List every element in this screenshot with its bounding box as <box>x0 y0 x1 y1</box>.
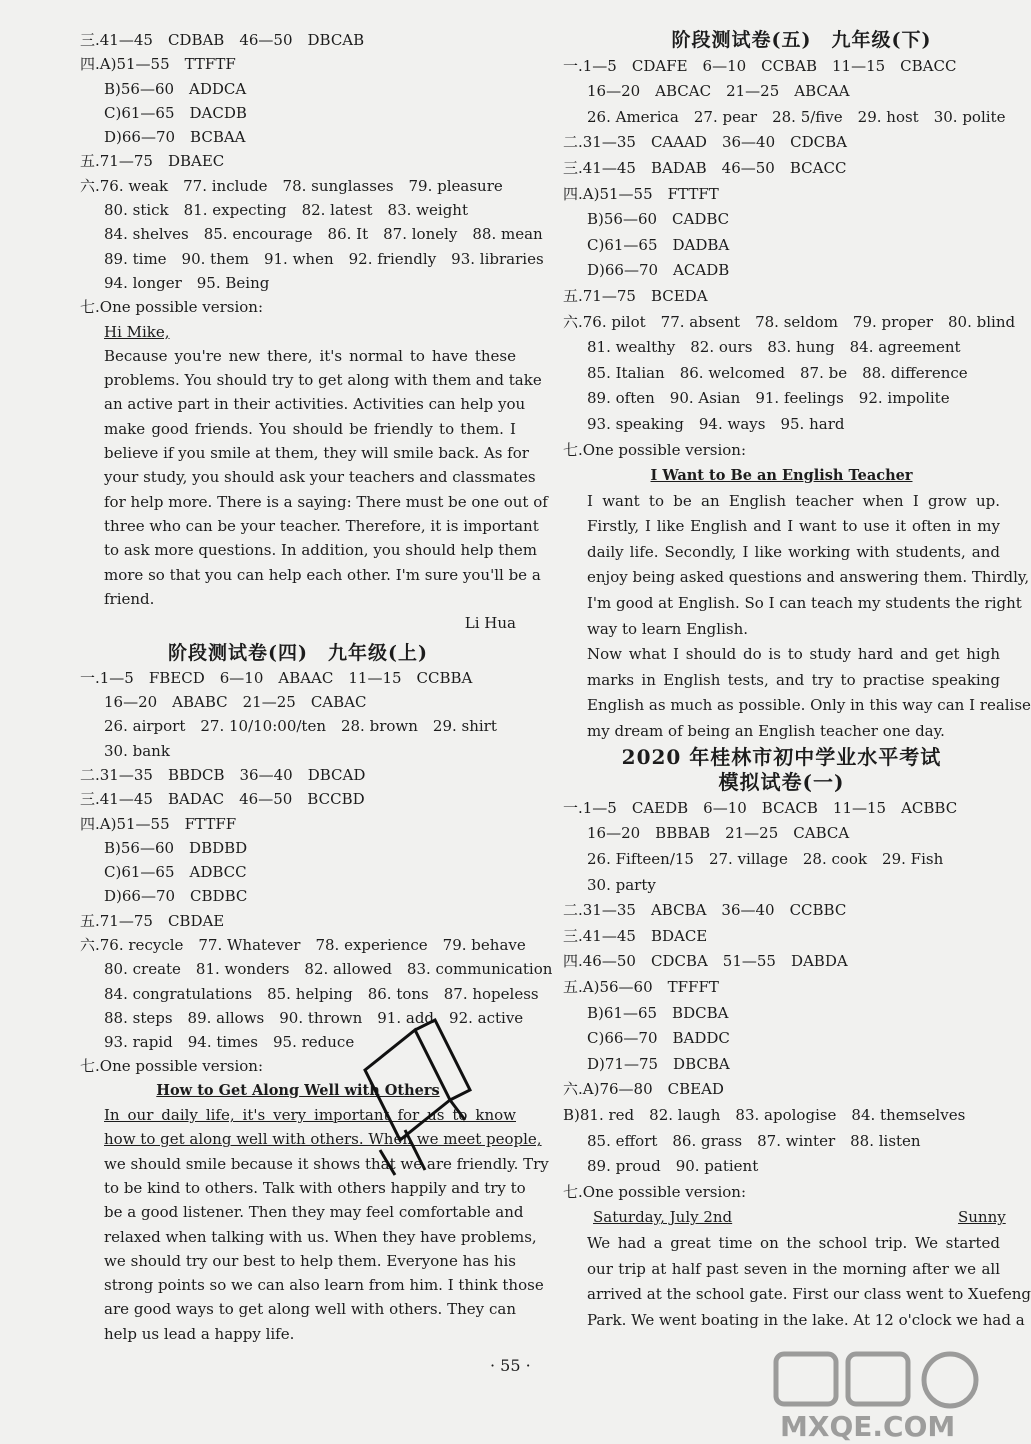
answer-line: 85. Italian 86. welcomed 87. be 88. difference <box>587 363 968 382</box>
answer-line: 16—20 BBBAB 21—25 CABCA <box>587 824 850 843</box>
page-number: · 55 · <box>490 1356 531 1375</box>
answer-line: B)81. red 82. laugh 83. apologise 84. themselves <box>563 1105 966 1124</box>
answer-line: B)56—60 DBDBD <box>104 838 248 857</box>
essay-line: Firstly, I like English and I want to use it often in my <box>587 517 1000 536</box>
exam-heading: 2020 年桂林市初中学业水平考试 <box>621 744 942 769</box>
answer-line: 五.71—75 DBAEC <box>80 152 225 171</box>
essay-line: English as much as possible. Only in this way can I realise <box>587 696 1031 715</box>
answer-line: 16—20 ABABC 21—25 CABAC <box>104 693 367 712</box>
essay-line: In our daily life, it's very important for us to know <box>104 1106 516 1125</box>
answer-line: 84. shelves 85. encourage 86. It 87. lonely 88. mean <box>104 225 543 244</box>
watermark-logo-icon <box>770 1350 1000 1444</box>
answer-line: C)66—70 BADDC <box>587 1029 730 1048</box>
letter-signature: Li Hua <box>464 614 516 633</box>
letter-line: believe if you smile at them, they will smile back. As for <box>104 444 529 463</box>
answer-line: 94. longer 95. Being <box>104 273 270 292</box>
essay-paragraph-2 <box>563 642 1031 744</box>
letter-line: make good friends. You should be friendly to them. I <box>104 419 516 438</box>
letter-line: your study, you should ask your teachers and classmates <box>104 468 536 487</box>
essay-title-teacher: I Want to Be an English Teacher <box>650 467 913 485</box>
essay-line: strong points so we can also learn from him. I think those <box>104 1276 544 1295</box>
answer-line: C)61—65 DADBA <box>587 235 730 254</box>
letter-line: problems. You should try to get along with them and take <box>104 371 542 390</box>
answer-line: 26. airport 27. 10/10:00/ten 28. brown 29. shirt <box>104 717 497 736</box>
essay-line: we should try our best to help them. Everyone has his <box>104 1251 516 1270</box>
section-5-answers <box>563 54 1016 464</box>
answer-line: 80. stick 81. expecting 82. latest 83. weight <box>104 201 468 220</box>
diary-header <box>563 1205 1006 1231</box>
letter-body <box>80 344 548 611</box>
answer-line: 六.76. pilot 77. absent 78. seldom 79. proper 80. blind <box>563 312 1016 331</box>
section-5-heading: 阶段测试卷(五) 九年级(下) <box>671 29 932 51</box>
answer-line: C)61—65 DACDB <box>104 103 247 122</box>
answer-line: D)66—70 CBDBC <box>104 887 248 906</box>
answer-line: 七.One possible version: <box>563 1182 747 1201</box>
answer-line: 六.76. recycle 77. Whatever 78. experience 79. behave <box>80 935 526 954</box>
diary-line: arrived at the school gate. First our class went to Xuefeng <box>587 1285 1031 1304</box>
answers-part3-end <box>80 28 544 320</box>
letter-line: more so that you can help each other. I'm sure you'll be a <box>104 565 541 584</box>
answer-line: 四.A)51—55 FTTFT <box>563 184 719 203</box>
answer-line: 89. time 90. them 91. when 92. friendly 93. libraries <box>104 249 544 268</box>
answer-line: 五.71—75 CBDAE <box>80 911 225 930</box>
answer-line: 三.41—45 BADAC 46—50 BCCBD <box>80 790 365 809</box>
essay-line: Now what I should do is to study hard and get high <box>587 645 1000 664</box>
answer-line: B)56—60 CADBC <box>587 210 730 229</box>
answer-line: 四.46—50 CDCBA 51—55 DABDA <box>563 952 848 971</box>
section-4-heading: 阶段测试卷(四) 九年级(上) <box>168 642 428 665</box>
answer-line: 93. speaking 94. ways 95. hard <box>587 414 845 433</box>
answer-line: 一.1—5 CDAFE 6—10 CCBAB 11—15 CBACC <box>563 56 957 75</box>
letter-line: an active part in their activities. Activities can help you <box>104 395 526 414</box>
answer-line: 二.31—35 CAAAD 36—40 CDCBA <box>563 133 847 152</box>
answer-line: 七.One possible version: <box>80 298 264 317</box>
answer-line: 三.41—45 CDBAB 46—50 DBCAB <box>80 31 365 49</box>
answer-line: D)66—70 BCBAA <box>104 128 246 147</box>
answer-line: D)71—75 DBCBA <box>587 1054 730 1073</box>
essay-line: are good ways to get along well with others. They can <box>104 1300 516 1319</box>
answer-line: 93. rapid 94. times 95. reduce <box>104 1033 355 1052</box>
answer-line: B)56—60 ADDCA <box>104 79 247 98</box>
answer-line: B)61—65 BDCBA <box>587 1003 729 1022</box>
letter-greeting: Hi Mike, <box>104 322 170 341</box>
diary-weather: Sunny <box>958 1208 1006 1227</box>
exam-answers <box>563 796 1000 1206</box>
answer-line: 16—20 ABCAC 21—25 ABCAA <box>587 82 850 101</box>
essay-line: daily life. Secondly, I like working with students, and <box>587 542 1000 561</box>
answer-line: 三.41—45 BDACE <box>563 926 708 945</box>
answer-line: 26. America 27. pear 28. 5/five 29. host 30. polite <box>587 107 1006 126</box>
answer-line: 89. proud 90. patient <box>587 1157 759 1176</box>
answer-line: 30. bank <box>104 741 170 760</box>
right-column <box>563 28 1031 1333</box>
essay-paragraph-1 <box>563 489 1030 643</box>
answer-line: 85. effort 86. grass 87. winter 88. listen <box>587 1131 921 1150</box>
diary-line: Park. We went boating in the lake. At 12 o'clock we had a <box>587 1310 1025 1329</box>
answer-line: 30. party <box>587 875 656 894</box>
essay-line: we should smile because it shows that we are friendly. Try <box>104 1154 549 1173</box>
answer-line: 三.41—45 BADAB 46—50 BCACC <box>563 158 847 177</box>
essay-line: marks in English tests, and try to practise speaking <box>587 670 1000 689</box>
answer-line: 26. Fifteen/15 27. village 28. cook 29. Fish <box>587 850 944 868</box>
diary-body <box>563 1231 1031 1333</box>
answer-line: 88. steps 89. allows 90. thrown 91. add 92. active <box>104 1008 524 1027</box>
essay-line: my dream of being an English teacher one day. <box>587 722 945 741</box>
essay-title: How to Get Along Well with Others <box>156 1081 440 1099</box>
essay-line: how to get along well with others. When we meet people, <box>104 1130 542 1149</box>
diary-date: Saturday, July 2nd <box>593 1208 733 1227</box>
letter-line: three who can be your teacher. Therefore, it is important <box>104 516 539 535</box>
essay-line: I want to be an English teacher when I grow up. <box>587 491 1000 510</box>
stamp-mark-icon <box>355 1010 485 1180</box>
answer-line: 89. often 90. Asian 91. feelings 92. impolite <box>587 389 950 408</box>
answer-line: 81. wealthy 82. ours 83. hung 84. agreement <box>587 338 961 357</box>
answer-line: 五.71—75 BCEDA <box>563 286 708 305</box>
essay-line: enjoy being asked questions and answering them. Thirdly, <box>587 568 1030 587</box>
answer-line: 二.31—35 BBDCB 36—40 DBCAD <box>80 765 366 784</box>
essay-line: relaxed when talking with us. When they have problems, <box>104 1227 537 1246</box>
letter-line: for help more. There is a saying: There must be one out of <box>104 492 548 511</box>
answer-line: 四.A)51—55 FTTFF <box>80 814 237 833</box>
watermark-text: MXQE.COM <box>780 1410 956 1443</box>
essay-line: I'm good at English. So I can teach my students the right <box>587 594 1022 613</box>
answer-line: 七.One possible version: <box>80 1057 264 1076</box>
letter-line: friend. <box>104 589 155 608</box>
answer-line: 四.A)51—55 TTFTF <box>80 55 236 74</box>
answer-line: 一.1—5 FBECD 6—10 ABAAC 11—15 CCBBA <box>80 668 473 687</box>
letter-line: to ask more questions. In addition, you should help them <box>104 541 537 560</box>
answer-line: 一.1—5 CAEDB 6—10 BCACB 11—15 ACBBC <box>563 798 958 817</box>
answer-line: 80. create 81. wonders 82. allowed 83. communication <box>104 960 553 979</box>
answer-line: 六.A)76—80 CBEAD <box>563 1080 724 1099</box>
answer-line: 五.A)56—60 TFFFT <box>563 977 719 996</box>
answer-line: 七.One possible version: <box>563 440 747 459</box>
answer-line: 84. congratulations 85. helping 86. tons 87. hopeless <box>104 984 539 1003</box>
diary-line: our trip at half past seven in the morning after we all <box>587 1259 1000 1278</box>
answer-line: 六.76. weak 77. include 78. sunglasses 79. pleasure <box>80 176 503 195</box>
letter-line: Because you're new there, it's normal to have these <box>104 346 516 365</box>
essay-line: help us lead a happy life. <box>104 1324 295 1343</box>
answer-line: C)61—65 ADBCC <box>104 863 247 882</box>
diary-line: We had a great time on the school trip. We started <box>587 1233 1000 1252</box>
essay-line: to be kind to others. Talk with others happily and try to <box>104 1178 526 1197</box>
answer-line: 二.31—35 ABCBA 36—40 CCBBC <box>563 901 847 920</box>
essay-line: way to learn English. <box>587 619 749 638</box>
exam-subheading: 模拟试卷(一) <box>718 770 845 795</box>
essay-line: be a good listener. Then they may feel comfortable and <box>104 1203 524 1222</box>
answer-line: D)66—70 ACADB <box>587 261 730 280</box>
